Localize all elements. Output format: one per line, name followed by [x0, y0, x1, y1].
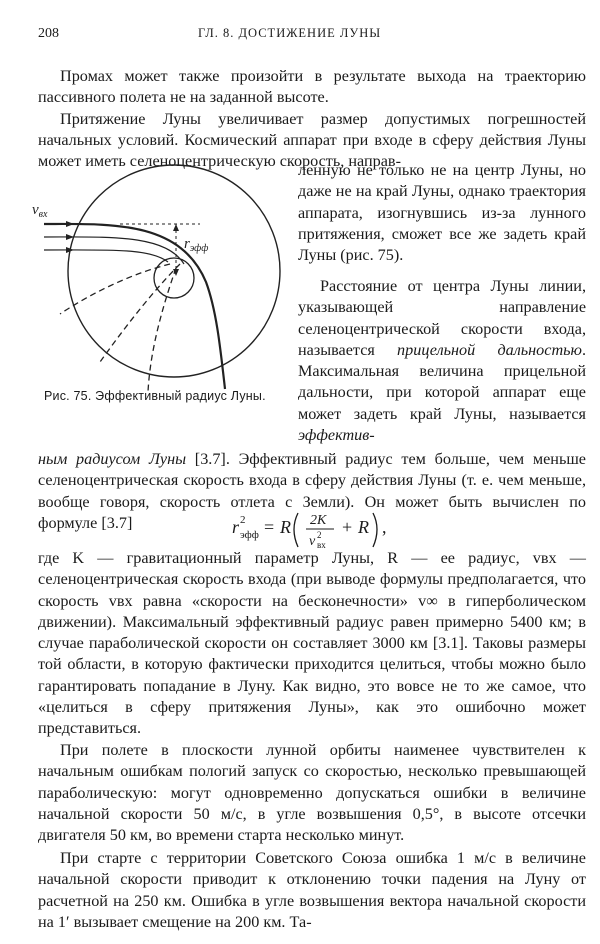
paragraph-6: При старте с территории Советского Союза ошибка 1 м/с в величине начальной скорости приводит к отклонению точки падения на Луну от расчетной на 250 км. Ошибка в угле возвышения вектора начальной скорости на 1′ вызывает смещение на 200 км. Та- [38, 849, 586, 931]
r-eff-arrow-top [173, 224, 179, 231]
formula-paren-right [373, 513, 377, 547]
paragraph-4: где K — гравитационный параметр Луны, R — ее радиус, vвх — селеноцентрическая скорость входа (при выводе формулы предполагается, что скорость vвх равна «скорости на бесконечности» v∞ в гиперболическом движении). Максимальный эффективный радиус равен примерно 5400 км; в случае параболической скорости он составляет 3000 км [3.1]. Таковы размеры той области, в которую фактически приходится целиться, чтобы можно было гарантировать попадание в Луну. Как видно, это вовсе не то же самое, что «целиться в сферу притяжения Луны», как это ошибочно может представиться. [38, 549, 586, 738]
term-aiming-distance: прицельной дальностью [397, 340, 582, 359]
wrapped-paragraph-3 [298, 276, 586, 446]
formula-lhs-sub: эфф [240, 529, 259, 541]
formula-den-sup: 2 [317, 530, 322, 540]
term-effective-radius-a: эффектив- [298, 426, 375, 445]
wrapped-paragraph-2 [298, 160, 586, 266]
figure-caption: Рис. 75. Эффективный радиус Луны. [44, 389, 266, 403]
text-block-soviet [38, 848, 586, 933]
formula-plus: + [342, 517, 353, 537]
p3-text-b: . Максимальная величина прицельной дальности, при которой аппарат еще может задеть край Луны, называется [298, 340, 586, 423]
formula-den-sub: вх [317, 540, 326, 550]
formula-lhs: r [232, 517, 240, 537]
p3-text-a: Расстояние от центра Луны линии, указывающей направление селеноцентрической скорости входа, называется [298, 277, 586, 359]
paragraph-2-top: Притяжение Луны увеличивает размер допустимых погрешностей начальных условий. Космический аппарат при входе в сферу действия Луны может иметь селеноцентрическую скорость, направ- [38, 109, 586, 171]
moon-circle [154, 258, 194, 298]
p3-rest-text: [3.7]. Эффективный радиус тем больше, чем меньше селеноцентрическая скорость входа в сферу действия Луны (т. е. чем меньше, вообще говоря, скорость отлета с Земли). Он может быть вычислен по формуле [3.7] [38, 450, 586, 532]
radius-label: $r_{эфф}$ [184, 236, 209, 254]
formula-R2: R [358, 517, 369, 537]
term-effective-radius-b: ным радиусом Луны [38, 450, 187, 468]
paragraph-3-wrap [298, 276, 586, 446]
velocity-label: $v_{вх}$ [32, 202, 48, 220]
formula-num: 2K [310, 513, 327, 528]
paragraph-5: При полете в плоскости лунной орбиты наименее чувствителен к начальным ошибкам пологий запуск со скоростью, несколько превышающей параболическую: могут одновременно допускаться ошибки в величине начальной скорости 50 м/с, в угле возвышения 0,5°, в высоте отсечки двигателя 50 км, во времени старта несколько минут. [38, 741, 586, 845]
formula-equals: = [264, 517, 275, 537]
paragraph-2-wrap: ленную не только не на центр Луны, но даже не на край Луны, однако траектория аппарата, изогнувшись из-за лунного притяжения, сможет все же задеть край Луны (рис. 75). [298, 161, 586, 265]
page-header [38, 26, 560, 46]
text-block-top [38, 66, 586, 172]
arrowhead-1 [66, 221, 74, 227]
text-block-orbit [38, 740, 586, 846]
formula-den-v: v [309, 534, 316, 549]
figure-75 [30, 164, 292, 404]
formula-R: R [280, 517, 291, 537]
running-head: ГЛ. 8. ДОСТИЖЕНИЕ ЛУНЫ [198, 26, 382, 40]
formula-comma: , [382, 517, 387, 537]
page-number: 208 [38, 26, 59, 41]
dashed-line-2 [148, 268, 176, 392]
text-block-definitions [38, 548, 586, 740]
dashed-line-1 [100, 264, 180, 362]
formula-paren-left [294, 513, 298, 547]
formula-lhs-sup: 2 [240, 514, 246, 526]
paragraph-1: Промах может также произойти в результате выхода на траекторию пассивного полета не на заданной высоте. [38, 67, 586, 107]
trajectory-inner [44, 250, 168, 262]
dashed-line-3 [60, 264, 170, 314]
